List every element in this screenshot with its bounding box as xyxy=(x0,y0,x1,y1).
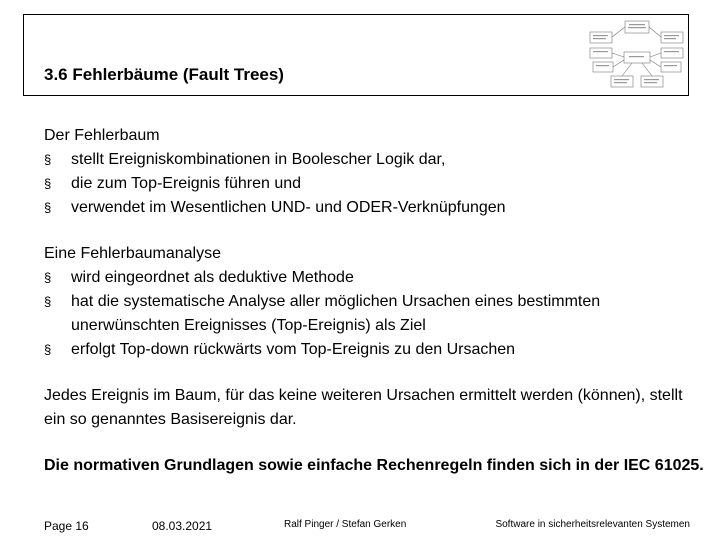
bullet-item xyxy=(44,266,704,290)
bullet-item xyxy=(44,338,704,362)
bullet-text: stellt Ereigniskombinationen in Boolescher Logik dar, xyxy=(71,151,446,168)
bullet-marker: § xyxy=(44,294,52,309)
analysis-heading: Eine Fehlerbaumanalyse xyxy=(44,245,221,262)
bullet-text: erfolgt Top-down rückwärts vom Top-Ereignis zu den Ursachen xyxy=(71,341,516,358)
slide-footer xyxy=(0,519,720,535)
bullet-marker: § xyxy=(44,270,52,285)
basis-event-paragraph: Jedes Ereignis im Baum, für das keine weiteren Ursachen ermittelt werden (können), stellt ein so genanntes Basisereignis dar. xyxy=(44,387,683,428)
title-box xyxy=(23,14,689,96)
bullet-item xyxy=(44,196,704,220)
process-diagram-thumbnail xyxy=(587,18,687,94)
bullet-text: die zum Top-Ereignis führen und xyxy=(71,175,302,192)
bullet-text: verwendet im Wesentlichen UND- und ODER-Verknüpfungen xyxy=(71,199,506,216)
analysis-section xyxy=(44,242,704,362)
bullet-item xyxy=(44,290,704,338)
bullet-marker: § xyxy=(44,176,52,191)
normative-section xyxy=(44,454,704,478)
footer-page-number: Page 16 xyxy=(44,519,89,533)
intro-section xyxy=(44,124,704,220)
bullet-marker: § xyxy=(44,200,52,215)
bullet-marker: § xyxy=(44,152,52,167)
bullet-marker: § xyxy=(44,342,52,357)
bullet-text: hat die systematische Analyse aller möglichen Ursachen eines bestimmten unerwünschten Ereignisses (Top-Ereignis) als Ziel xyxy=(71,293,601,334)
footer-date: 08.03.2021 xyxy=(152,519,213,533)
intro-heading: Der Fehlerbaum xyxy=(44,127,160,144)
footer-authors: Ralf Pinger / Stefan Gerken xyxy=(284,519,407,530)
normative-paragraph: Die normativen Grundlagen sowie einfache Rechenregeln finden sich in der IEC 61025. xyxy=(44,457,704,474)
slide-body xyxy=(44,124,704,500)
basis-event-section xyxy=(44,384,704,432)
bullet-text: wird eingeordnet als deduktive Methode xyxy=(71,269,354,286)
bullet-item xyxy=(44,148,704,172)
bullet-item xyxy=(44,172,704,196)
footer-course-title: Software in sicherheitsrelevanten Systemen xyxy=(495,519,690,530)
slide-title: 3.6 Fehlerbäume (Fault Trees) xyxy=(44,65,284,84)
